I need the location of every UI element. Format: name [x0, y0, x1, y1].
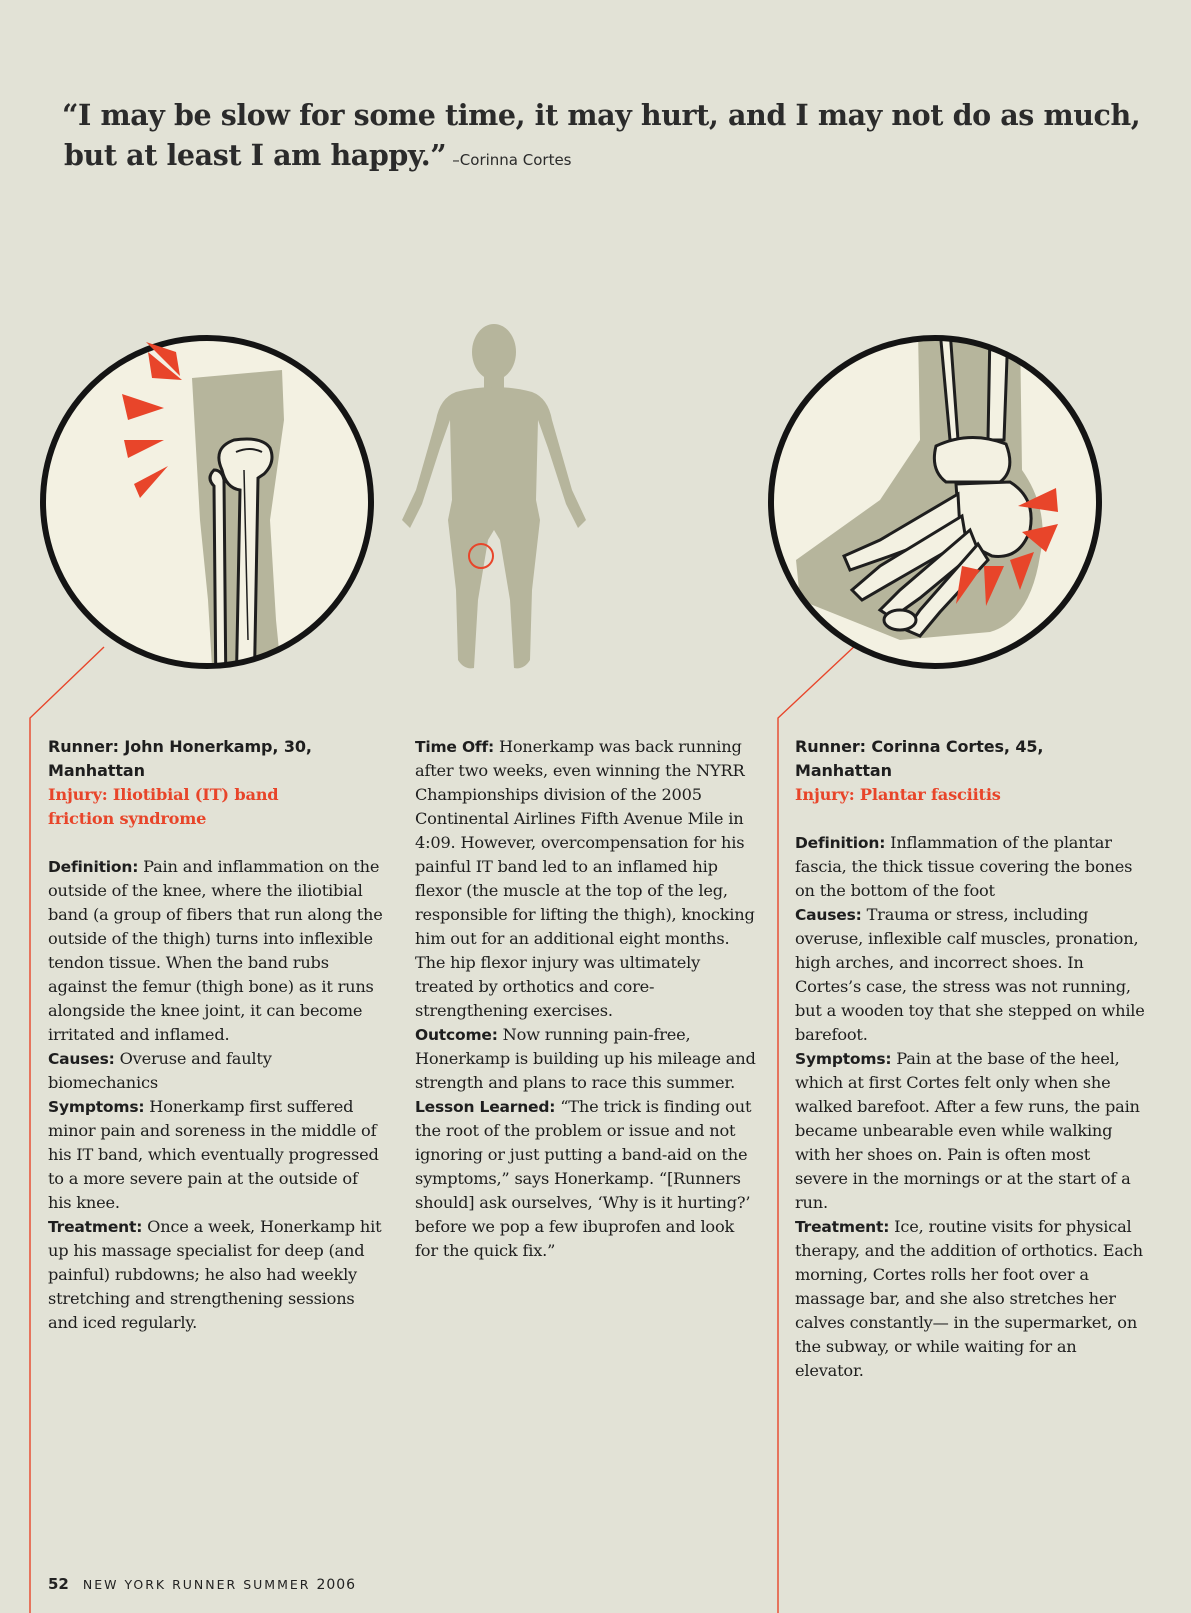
treatment-paragraph: Treatment: Ice, routine visits for physical therapy, and the addition of orthotics. Each morning, Cortes rolls her foot over a massage bar, and she also stretches her calves constantly— in the supermarket, on the subway, or while waiting for an elevator. — [795, 1217, 1143, 1380]
column-cortes — [795, 735, 1145, 1383]
column-honerkamp — [48, 735, 383, 1335]
issue-season: SUMMER — [243, 1577, 311, 1592]
definition-paragraph: Definition: Pain and inflammation on the outside of the knee, where the iliotibial band (a group of fibers that run along the outside of the thigh) turns into inflexible tendon tissue. When the band rubs against the femur (thigh bone) as it runs alongside the knee joint, it can become irritated and inflamed. — [48, 857, 383, 1044]
runner-heading: Runner: John Honerkamp, 30, Manhattan — [48, 737, 312, 780]
page-footer — [48, 1575, 356, 1593]
foot-illustration — [771, 330, 1099, 666]
injury-heading: Injury: Plantar fasciitis — [795, 785, 1001, 804]
issue-year: 2006 — [316, 1577, 357, 1593]
timeoff-paragraph: Time Off: Honerkamp was back running after two weeks, even winning the NYRR Championships division of the 2005 Continental Airlines Fifth Avenue Mile in 4:09. However, overcompensation for his painful IT band led to an inflamed hip flexor (the muscle at the top of the leg, responsible for lifting the thigh), knocking him out for an additional eight months. The hip flexor injury was ultimately treated by orthotics and core-strengthening exercises. — [415, 737, 755, 1020]
quote-attribution: –Corinna Cortes — [452, 151, 572, 169]
treatment-paragraph: Treatment: Once a week, Honerkamp hit up his massage specialist for deep (and painful) rubdowns; he also had weekly stretching and strengthening sessions and iced regularly. — [48, 1217, 382, 1332]
page-number: 52 — [48, 1575, 69, 1593]
causes-paragraph: Causes: Trauma or stress, including overuse, inflexible calf muscles, pronation, high arches, and incorrect shoes. In Cortes’s case, the stress was not running, but a wooden toy that she stepped on while barefoot. — [795, 905, 1145, 1044]
publication-name: NEW YORK RUNNER — [82, 1577, 238, 1592]
symptoms-paragraph: Symptoms: Pain at the base of the heel, which at first Cortes felt only when she walked barefoot. After a few runs, the pain became unbearable even while walking with her shoes on. Pain is often most severe in the mornings or at the start of a run. — [795, 1049, 1140, 1212]
quote-line-1: “I may be slow for some time, it may hurt, and I may not do as much, — [62, 98, 1141, 132]
quote-line-2: but at least I am happy.” –Corinna Cortes — [64, 138, 572, 172]
symptoms-paragraph: Symptoms: Honerkamp first suffered minor pain and soreness in the middle of his IT band, which eventually progressed to a more severe pain at the outside of his knee. — [48, 1097, 379, 1212]
causes-paragraph: Causes: Overuse and faulty biomechanics — [48, 1049, 272, 1092]
knee-illustration — [43, 338, 371, 700]
definition-paragraph: Definition: Inflammation of the plantar fascia, the thick tissue covering the bones on the bottom of the foot — [795, 833, 1133, 900]
lesson-paragraph: Lesson Learned: “The trick is finding out the root of the problem or issue and not ignoring or just putting a band-aid on the symptoms,” says Honerkamp. “[Runners should] ask ourselves, ‘Why is it hurting?’ before we pop a few ibuprofen and look for the quick fix.” — [415, 1097, 752, 1260]
column-honerkamp-continued — [415, 735, 760, 1263]
injury-heading: Injury: Iliotibial (IT) band friction syndrome — [48, 785, 279, 828]
outcome-paragraph: Outcome: Now running pain-free, Honerkamp is building up his mileage and strength and plans to race this summer. — [415, 1025, 756, 1092]
runner-heading: Runner: Corinna Cortes, 45, Manhattan — [795, 737, 1044, 780]
body-figure — [402, 324, 586, 668]
